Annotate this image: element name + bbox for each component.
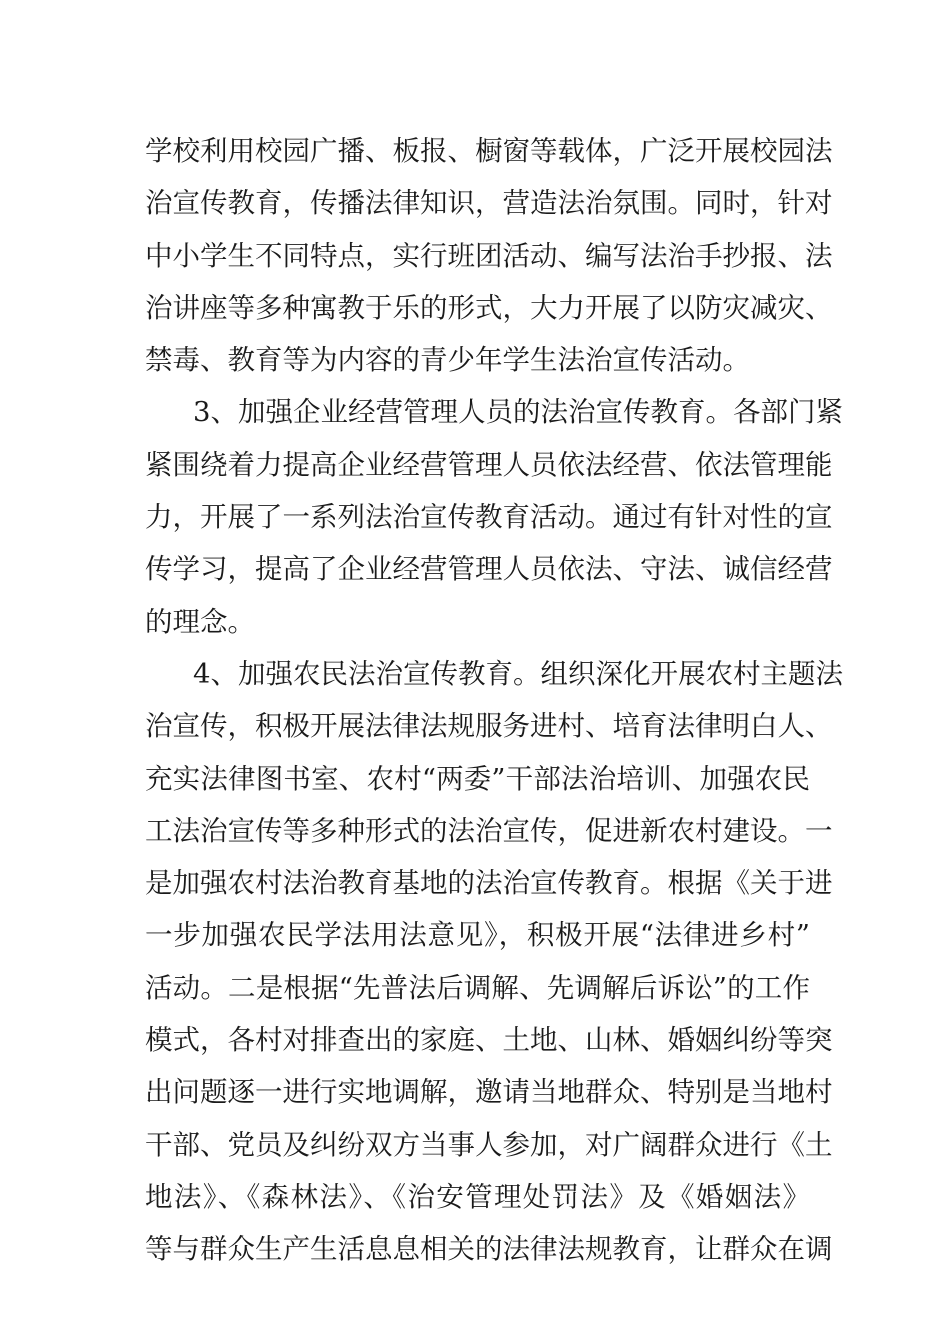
text-line: 学校利用校园广播、板报、橱窗等载体，广泛开展校园法 xyxy=(145,135,833,167)
text-line: 3、加强企业经营管理人员的法治宣传教育。各部门紧 xyxy=(193,396,843,429)
text-line: 的理念。 xyxy=(145,605,255,638)
text-line: 传学习，提高了企业经营管理人员依法、守法、诚信经营 xyxy=(145,553,833,586)
document-body xyxy=(145,125,843,1276)
text-line: 禁毒、教育等为内容的青少年学生法治宣传活动。 xyxy=(145,344,750,377)
text-line: 等与群众生产生活息息相关的法律法规教育，让群众在调 xyxy=(145,1233,833,1266)
text-line: 是加强农村法治教育基地的法治宣传教育。根据《关于进 xyxy=(145,867,833,900)
text-line: 治讲座等多种寓教于乐的形式，大力开展了以防灾减灾、 xyxy=(145,291,833,324)
text-line: 中小学生不同特点，实行班团活动、编写法治手抄报、法 xyxy=(145,239,833,272)
text-line: 模式，各村对排查出的家庭、土地、山林、婚姻纠纷等突 xyxy=(145,1024,833,1057)
text-line: 治宣传教育，传播法律知识，营造法治氛围。同时，针对 xyxy=(145,187,833,220)
text-line: 紧围绕着力提高企业经营管理人员依法经营、依法管理能 xyxy=(145,448,833,481)
text-line: 活动。二是根据“先普法后调解、先调解后诉讼”的工作 xyxy=(145,971,810,1004)
text-line: 出问题逐一进行实地调解，邀请当地群众、特别是当地村 xyxy=(145,1076,833,1109)
text-line: 力，开展了一系列法治宣传教育活动。通过有针对性的宣 xyxy=(145,501,833,534)
text-line: 4、加强农民法治宣传教育。组织深化开展农村主题法 xyxy=(193,657,843,690)
text-line: 一步加强农民学法用法意见》，积极开展“法律进乡村” xyxy=(145,919,810,952)
text-line: 工法治宣传等多种形式的法治宣传，促进新农村建设。一 xyxy=(145,814,833,847)
text-line: 干部、党员及纠纷双方当事人参加，对广阔群众进行《土 xyxy=(145,1128,833,1161)
text-line: 充实法律图书室、农村“两委”干部法治培训、加强农民 xyxy=(145,762,810,795)
text-line: 地法》、《森林法》、《治安管理处罚法》及《婚姻法》 xyxy=(145,1180,810,1213)
text-line: 治宣传，积极开展法律法规服务进村、培育法律明白人、 xyxy=(145,710,833,743)
